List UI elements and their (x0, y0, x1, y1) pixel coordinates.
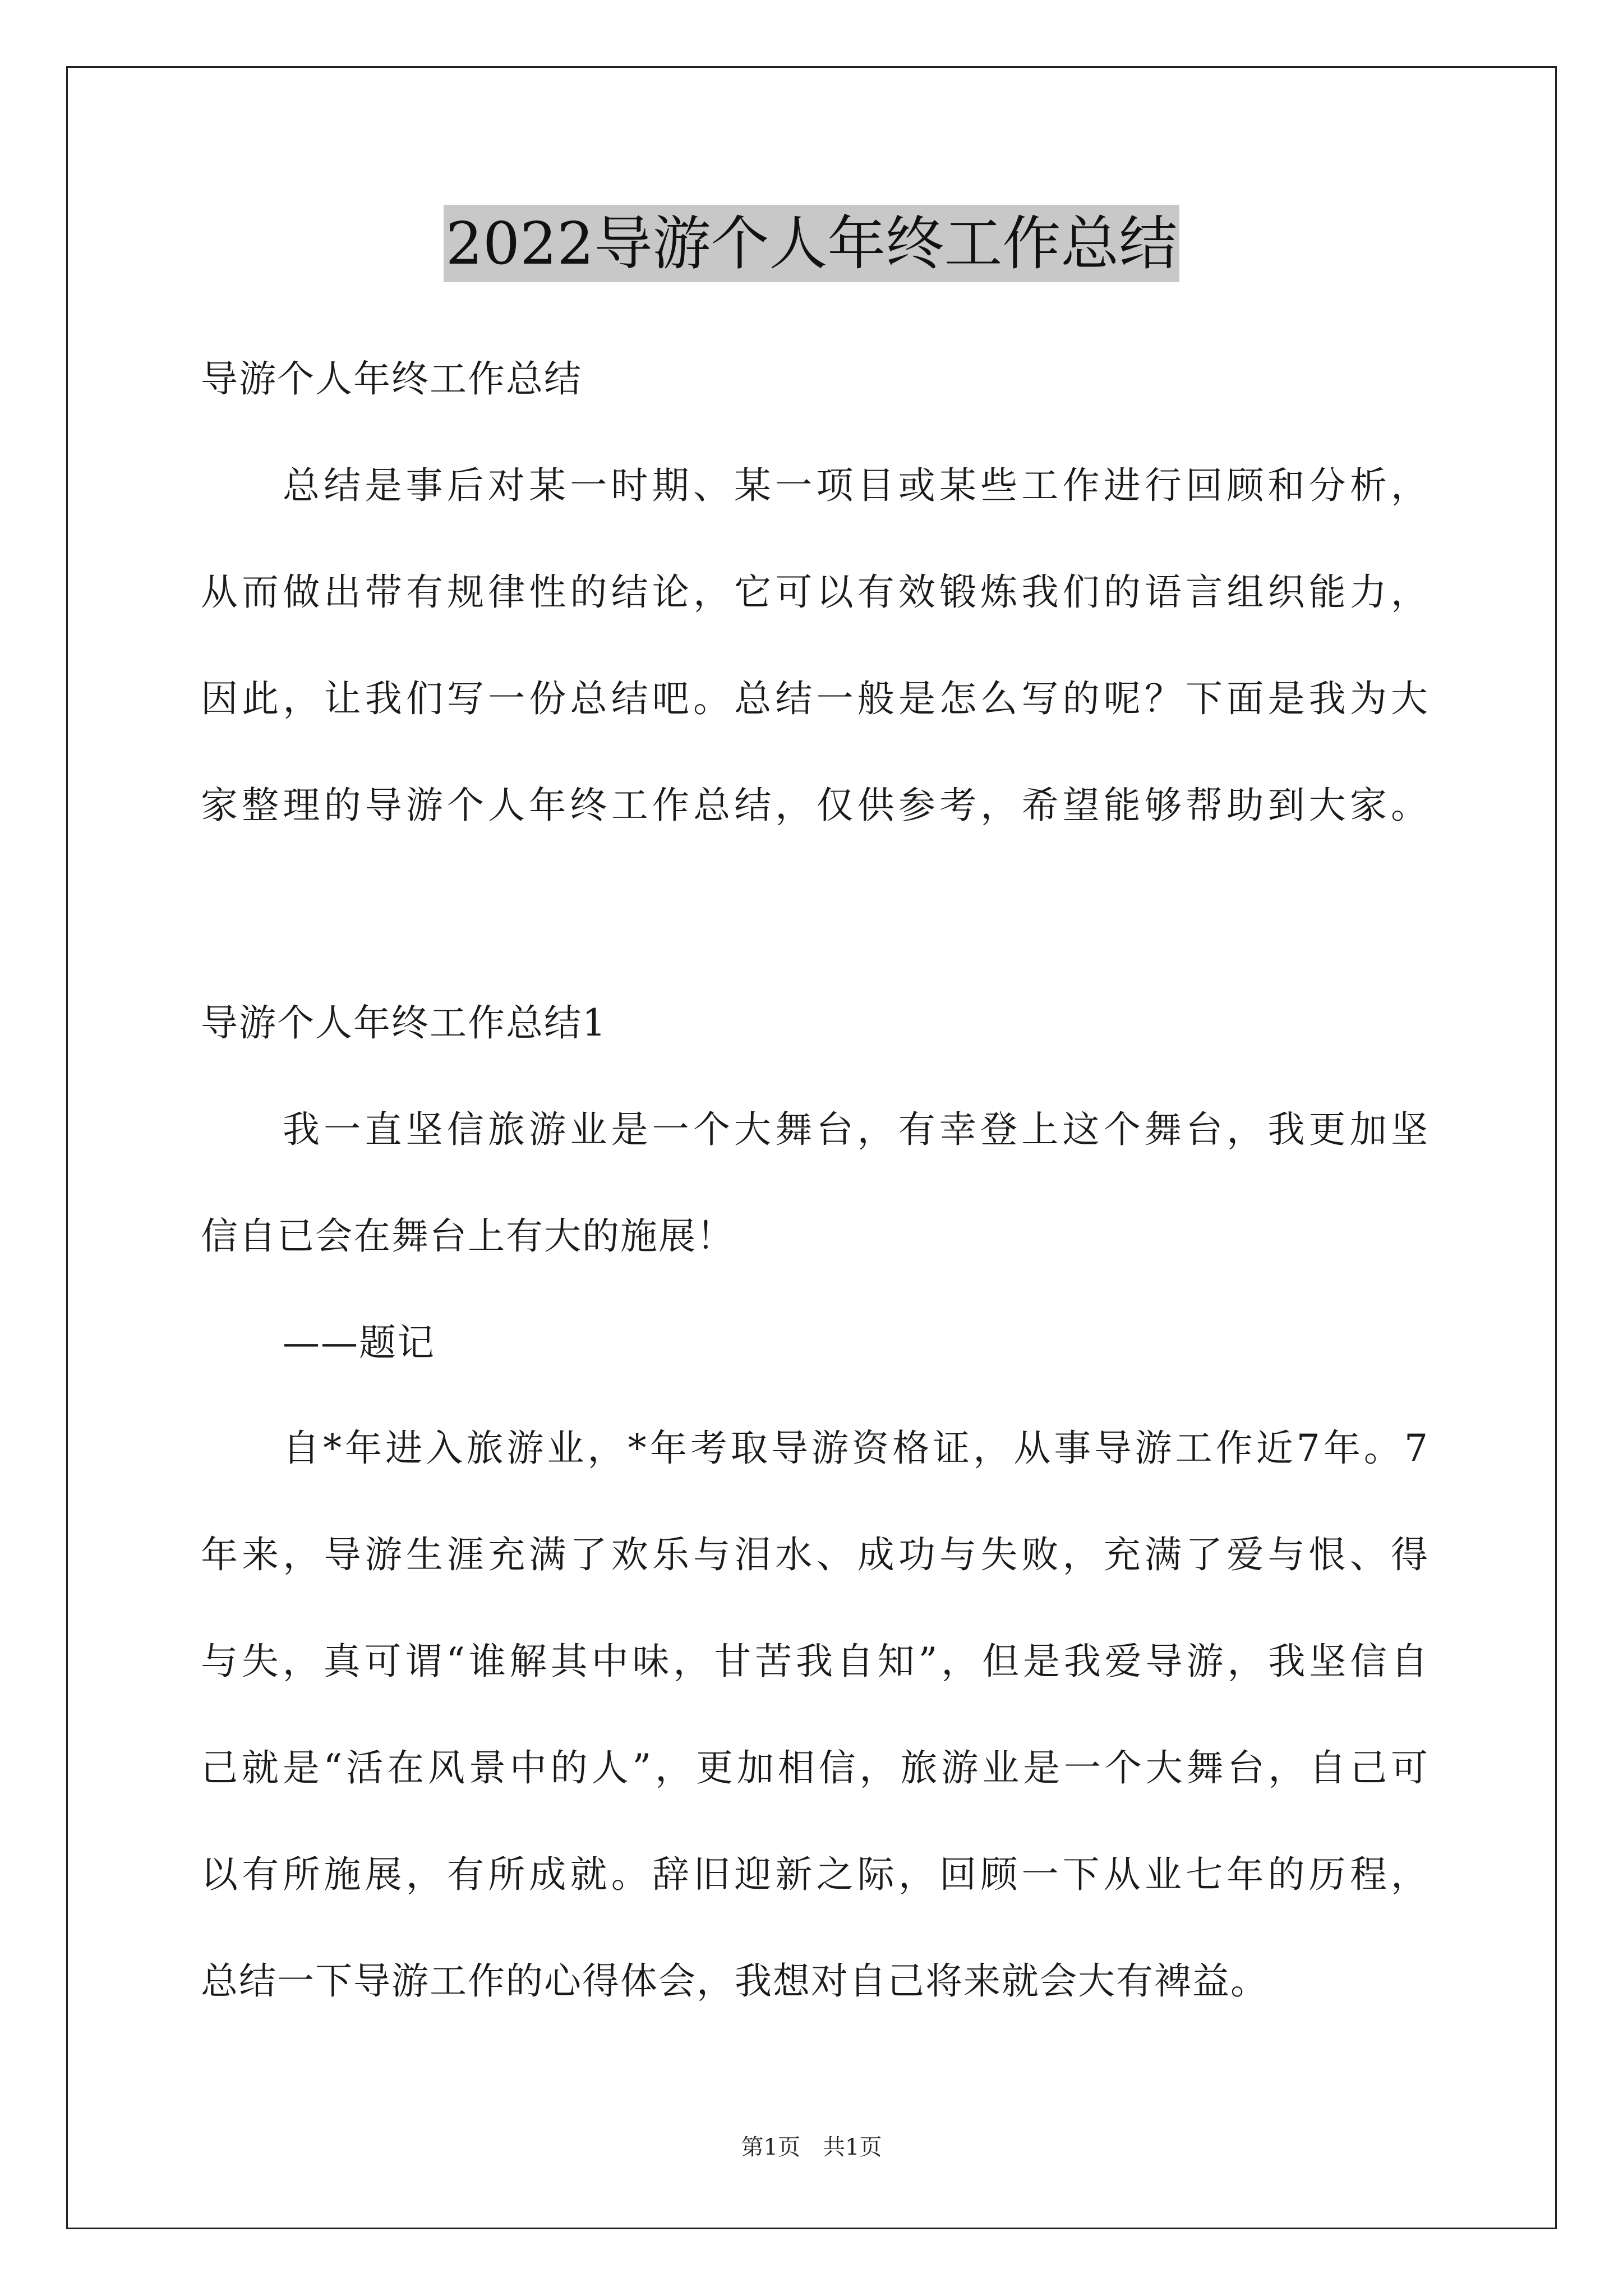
section1-line-5: 年来，导游生涯充满了欢乐与泪水、成功与失败，充满了爱与恨、得 (201, 1533, 1428, 1576)
page-footer: 第1页 共1页 (741, 2134, 882, 2160)
title-container (0, 205, 1623, 282)
section1-epigraph: ——题记 (283, 1321, 435, 1364)
section1-heading: 导游个人年终工作总结1 (201, 1001, 607, 1045)
intro-line-2: 从而做出带有规律性的结论，它可以有效锻炼我们的语言组织能力， (201, 570, 1428, 614)
section1-line-1: 我一直坚信旅游业是一个大舞台，有幸登上这个舞台，我更加坚 (283, 1108, 1428, 1151)
document-title: 2022导游个人年终工作总结 (444, 205, 1180, 282)
intro-line-4: 家整理的导游个人年终工作总结，仅供参考，希望能够帮助到大家。 (201, 784, 1428, 827)
section1-line-2: 信自已会在舞台上有大的施展！ (201, 1214, 735, 1258)
section1-line-6: 与失，真可谓“谁解其中味，甘苦我自知”，但是我爱导游，我坚信自 (201, 1640, 1428, 1683)
document-subtitle: 导游个人年终工作总结 (201, 357, 582, 401)
intro-line-1: 总结是事后对某一时期、某一项目或某些工作进行回顾和分析， (283, 464, 1428, 507)
intro-line-3: 因此，让我们写一份总结吧。总结一般是怎么写的呢？下面是我为大 (201, 677, 1428, 720)
section1-line-9: 总结一下导游工作的心得体会，我想对自己将来就会大有裨益。 (201, 1959, 1269, 2003)
section1-line-8: 以有所施展，有所成就。辞旧迎新之际，回顾一下从业七年的历程， (201, 1853, 1428, 1896)
section1-line-7: 己就是“活在风景中的人”，更加相信，旅游业是一个大舞台，自己可 (201, 1746, 1428, 1789)
section1-line-4: 自*年进入旅游业，*年考取导游资格证，从事导游工作近7年。7 (283, 1427, 1428, 1470)
